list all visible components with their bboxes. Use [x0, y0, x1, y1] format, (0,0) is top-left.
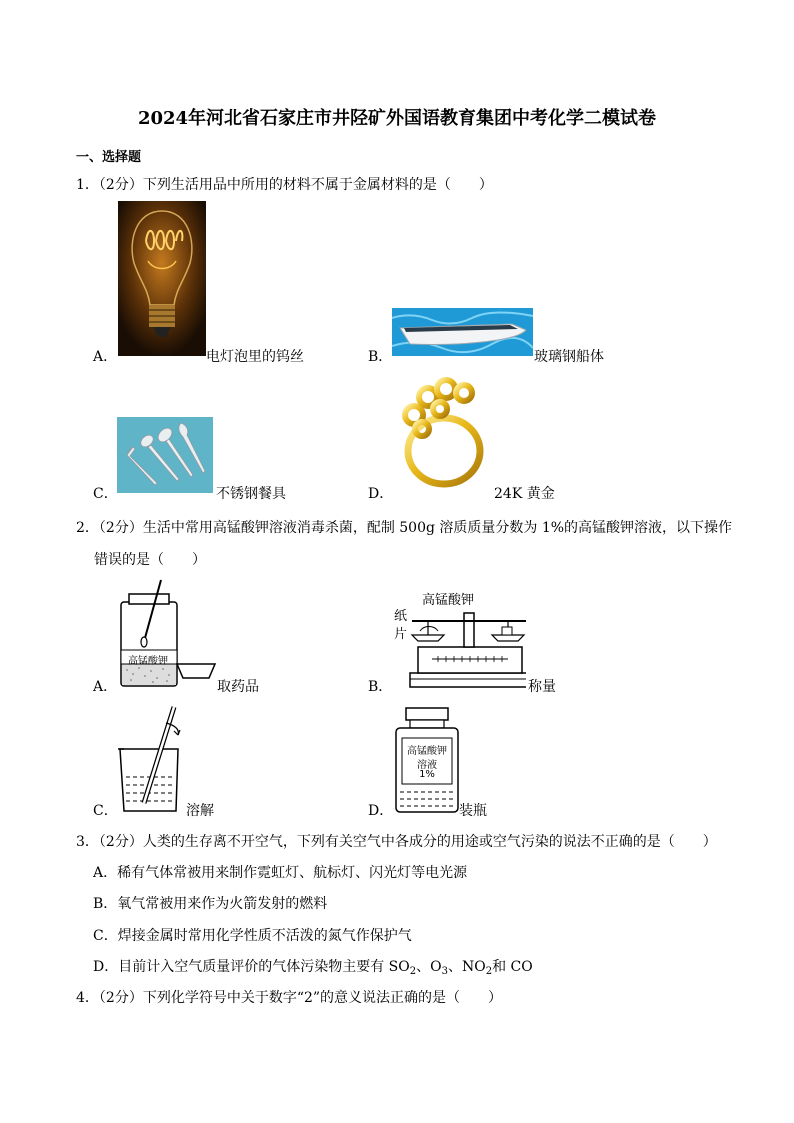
balance-label-side1: 纸: [394, 609, 408, 624]
q1-option-c-caption: 不锈钢餐具: [216, 486, 286, 502]
gold-ring-image: [392, 375, 492, 497]
q2-stem-line2: 错误的是（ ）: [94, 552, 206, 568]
q3-option-b: B．氧气常被用来作为火箭发射的燃料: [93, 896, 328, 912]
q1-option-b-letter: B．: [368, 349, 393, 365]
q3-option-d: D．目前计入空气质量评价的气体污染物主要有 $SO_2$、$O_3$、$NO_2$和 CO: [93, 959, 533, 977]
q2-option-b-letter: B．: [368, 679, 393, 695]
reagent-jar-label: 高锰酸钾: [128, 656, 168, 667]
balance-label-top: 高锰酸钾: [422, 593, 475, 608]
q3-stem: 3．（2分）人类的生存离不开空气，下列有关空气中各成分的用途或空气污染的说法不正确的是（ ）: [76, 834, 717, 850]
q1-option-b-caption: 玻璃钢船体: [534, 349, 604, 365]
q2-stem-line1: 2．（2分）生活中常用高锰酸钾溶液消毒杀菌，配制 500g 溶质质量分数为 1%的高锰酸钾溶液，以下操作: [76, 520, 733, 536]
section-heading: 一、选择题: [76, 150, 142, 165]
q2-option-d-caption: 装瓶: [459, 803, 487, 819]
bulb-image: [118, 201, 206, 356]
q1-option-c-letter: C．: [93, 486, 118, 502]
q1-option-a-caption: 电灯泡里的钨丝: [206, 349, 304, 365]
q3-option-a: A．稀有气体常被用来制作霓虹灯、航标灯、闪光灯等电光源: [93, 865, 468, 881]
q2-option-b-caption: 称量: [528, 679, 556, 695]
q4-stem: 4．（2分）下列化学符号中关于数字“2”的意义说法正确的是（ ）: [76, 990, 503, 1006]
q2-option-a-caption: 取药品: [217, 679, 259, 695]
reagent-jar-diagram: [117, 578, 222, 688]
q2-option-c-caption: 溶解: [186, 803, 214, 819]
q1-stem: 1．（2分）下列生活用品中所用的材料不属于金属材料的是（ ）: [76, 177, 493, 193]
beaker-diagram: [116, 703, 186, 815]
q1-option-d-letter: D．: [368, 486, 394, 502]
q2-option-a-letter: A．: [93, 679, 118, 695]
bottle-label-1: 高锰酸钾: [407, 746, 447, 757]
page-title: 2024年河北省石家庄市井陉矿外国语教育集团中考化学二模试卷: [137, 108, 657, 129]
cutlery-image: [117, 417, 213, 493]
balance-diagram: [392, 605, 526, 689]
q3-option-c: C．焊接金属时常用化学性质不活泼的氮气作保护气: [93, 928, 412, 944]
boat-image: [392, 308, 533, 356]
balance-label-side2: 片: [394, 627, 408, 642]
bottle-label-3: 1%: [419, 769, 435, 780]
q2-option-d-letter: D．: [368, 803, 394, 819]
q1-option-d-caption: 24K 黄金: [494, 486, 555, 502]
q1-option-a-letter: A．: [93, 349, 118, 365]
q2-option-c-letter: C．: [93, 803, 118, 819]
bottle-label-2: 溶液: [417, 760, 437, 771]
